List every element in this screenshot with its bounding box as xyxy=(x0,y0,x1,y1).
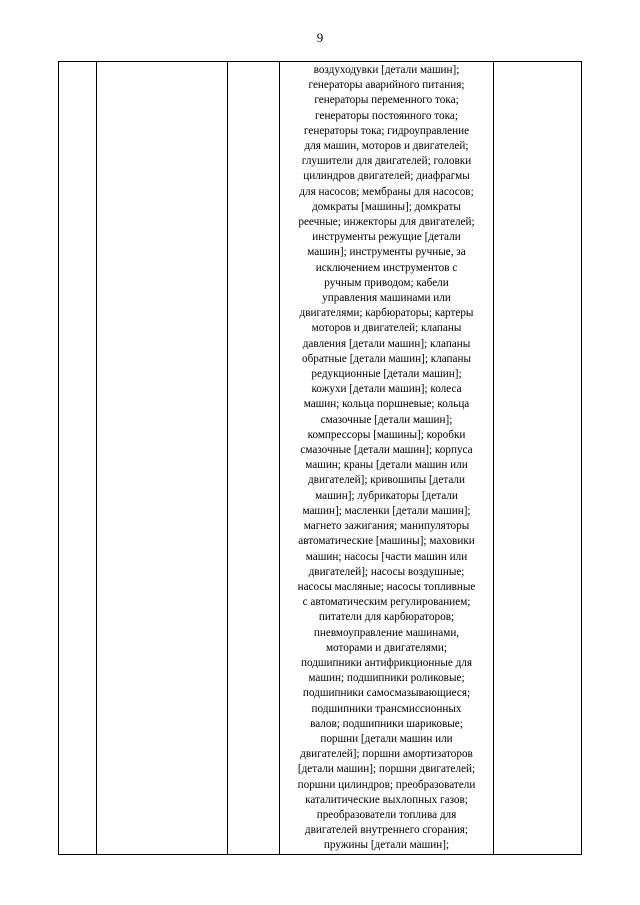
goods-line: редукционные [детали машин]; xyxy=(311,368,462,381)
goods-line: моторами и двигателями; xyxy=(325,641,448,654)
goods-line: с автоматическим регулированием; xyxy=(302,596,471,609)
goods-line: исключением инструментов с xyxy=(315,261,458,274)
goods-text xyxy=(280,62,493,854)
goods-line: обратные [детали машин]; клапаны xyxy=(301,352,472,365)
goods-line: машин; кольца поршневые; кольца xyxy=(303,398,470,411)
goods-line: реечные; инжекторы для двигателей; xyxy=(298,216,475,229)
goods-line: насосы масляные; насосы топливные xyxy=(297,580,476,593)
goods-line: домкраты [машины]; домкраты xyxy=(312,200,461,213)
goods-line: машин; краны [детали машин или xyxy=(305,459,468,472)
goods-line: глушители для двигателей; головки xyxy=(301,155,472,168)
goods-line: машин]; масленки [детали машин]; xyxy=(302,504,471,517)
goods-line: машин; подшипники роликовые; xyxy=(308,672,465,685)
goods-line: поршни [детали машин или xyxy=(320,732,453,745)
goods-line: двигателей внутреннего сгорания; xyxy=(304,824,469,837)
goods-line: генераторы тока; гидроуправление xyxy=(303,124,470,137)
goods-line: автоматические [машины]; маховики xyxy=(298,535,475,548)
goods-line: компрессоры [машины]; коробки xyxy=(307,428,466,441)
page-number: 9 xyxy=(316,30,324,45)
goods-line: управления машинами или xyxy=(322,292,451,305)
goods-line: генераторы постоянного тока; xyxy=(315,109,458,122)
goods-line: кожухи [детали машин]; колеса xyxy=(311,383,462,396)
goods-line: двигателей]; поршни амортизаторов xyxy=(300,748,473,761)
goods-line: машин; насосы [части машин или xyxy=(305,550,468,563)
goods-line: двигателей]; насосы воздушные; xyxy=(308,565,465,578)
goods-line: смазочные [детали машин]; xyxy=(320,413,453,426)
goods-line: поршни цилиндров; преобразователи xyxy=(297,778,476,791)
goods-line: валов; подшипники шариковые; xyxy=(310,717,463,730)
goods-line: двигателей]; кривошипы [детали xyxy=(307,474,465,487)
goods-line: питатели для карбюраторов; xyxy=(318,611,455,624)
goods-table xyxy=(58,61,582,855)
goods-line: для насосов; мембраны для насосов; xyxy=(299,185,474,198)
goods-line: воздуходувки [детали машин]; xyxy=(313,64,460,76)
goods-line: для машин, моторов и двигателей; xyxy=(304,140,469,153)
goods-line: цилиндров двигателей; диафрагмы xyxy=(303,170,470,183)
goods-line: подшипники антифрикционные для xyxy=(300,656,473,669)
cell-number xyxy=(59,62,97,855)
cell-goods-list xyxy=(280,62,494,855)
goods-line: машин]; инструменты ручные, за xyxy=(307,246,466,259)
table-row xyxy=(59,62,582,855)
goods-line: магнето зажигания; манипуляторы xyxy=(303,520,470,533)
goods-line: машин]; лубрикаторы [детали xyxy=(315,489,458,502)
cell-applicant xyxy=(97,62,228,855)
goods-line: [детали машин]; поршни двигателей; xyxy=(297,763,476,776)
goods-line: преобразователи топлива для xyxy=(316,808,457,821)
goods-line: генераторы аварийного питания; xyxy=(308,79,465,92)
cell-class xyxy=(228,62,280,855)
goods-line: двигателями; карбюраторы; картеры xyxy=(299,307,474,320)
goods-line: генераторы переменного тока; xyxy=(314,94,459,107)
goods-line: подшипники трансмиссионных xyxy=(311,702,462,715)
goods-line: подшипники самосмазывающиеся; xyxy=(302,687,471,700)
goods-line: давления [детали машин]; клапаны xyxy=(302,337,471,350)
goods-line: ручным приводом; кабели xyxy=(324,276,449,289)
goods-line: инструменты режущие [детали xyxy=(312,231,461,244)
goods-line: каталитические выхлопных газов; xyxy=(305,793,468,806)
goods-line: пружины [детали машин]; xyxy=(323,839,450,852)
goods-line: пневмоуправление машинами, xyxy=(313,626,460,639)
goods-line: моторов и двигателей; клапаны xyxy=(311,322,462,335)
cell-notes xyxy=(494,62,582,855)
goods-line: смазочные [детали машин]; корпуса xyxy=(300,444,473,457)
